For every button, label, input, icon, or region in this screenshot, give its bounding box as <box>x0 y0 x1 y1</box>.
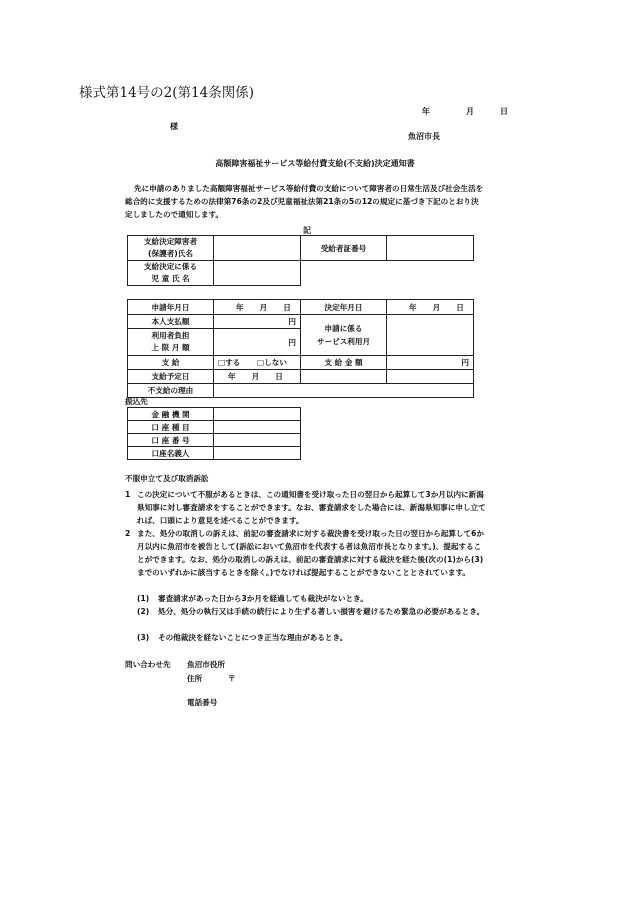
account-type-label: 口 座 種 目 <box>128 421 214 434</box>
bank-value <box>214 408 301 421</box>
appeal-sub1: 審査請求があった日から3か月を経過しても裁決がないとき。 <box>158 594 368 603</box>
issuer: 魚沼市長 <box>408 132 440 141</box>
date-day: 日 <box>500 107 508 116</box>
contact-postal-mark: 〒 <box>228 674 236 683</box>
date-year: 年 <box>422 107 430 116</box>
appeal-sub1-number: (1) <box>137 594 150 603</box>
contact-address-label: 住所 <box>187 674 203 683</box>
date-month: 月 <box>466 107 474 116</box>
account-number-value <box>214 434 301 447</box>
recipient-name-label: 支給決定障害者 (保護者)氏名 <box>128 236 214 261</box>
payment-yes-checkbox[interactable]: □する <box>218 358 241 367</box>
appeal-item1: この決定について不服があるときは、この通知書を受け取った日の翌日から起算して3か月以内に新潟県知事に対し審査請求をすることができます。なお、審査請求をした場合には、新潟県知事に申し立てれば、口頭により意見を述べることができます。 <box>137 490 486 525</box>
self-payment-label: 本人支払額 <box>128 315 214 329</box>
user-burden-label: 利用者負担 上 限 月 額 <box>128 329 214 356</box>
appeal-item2-number: 2 <box>125 529 131 538</box>
payment-amount-label: 支 給 金 額 <box>301 356 387 370</box>
appeal-sub2: 処分、処分の執行又は手続の続行により生ずる著しい損害を避けるため緊急の必要があるとき。 <box>158 607 485 616</box>
decision-date-label: 決定年月日 <box>301 300 387 315</box>
user-burden-value: 円 <box>214 329 301 356</box>
decision-table <box>127 299 474 398</box>
application-date-label: 申請年月日 <box>128 300 214 315</box>
decision-date-value: 年 月 日 <box>387 300 474 315</box>
recipient-table <box>127 235 474 286</box>
non-payment-reason-label: 不支給の理由 <box>128 384 214 398</box>
appeal-sub3-number: (3) <box>137 633 150 642</box>
application-date-value: 年 月 日 <box>214 300 301 315</box>
service-use-value <box>387 315 474 356</box>
appeal-item1-number: 1 <box>125 490 131 499</box>
recipient-name-value <box>214 236 301 261</box>
payment-label: 支 給 <box>128 356 214 370</box>
contact-label: 問い合わせ先 <box>125 660 171 669</box>
payment-amount-value: 円 <box>387 356 474 370</box>
appeal-sub2-number: (2) <box>137 607 150 616</box>
body-text: 先に申請のありました高額障害福祉サービス等給付費の支給について障害者の日常生活及び社会生活を総合的に支援するための法律第76条の2及び児童福祉法第21条の5の12の規定に基づき下記のとおり決定しましたので通知します。 <box>125 184 484 219</box>
self-payment-value: 円 <box>214 315 301 329</box>
appeal-sub3: その他裁決を経ないことにつき正当な理由があるとき。 <box>158 633 348 642</box>
document-title: 高額障害福祉サービス等給付費支給(不支給)決定通知書 <box>215 159 415 168</box>
cert-number-value <box>387 236 474 261</box>
payment-no-checkbox[interactable]: □しない <box>257 358 287 367</box>
scheduled-date-value: 年 月 日 <box>214 370 301 384</box>
scheduled-date-label: 支給予定日 <box>128 370 214 384</box>
appeal-heading: 不服申立て及び取消訴訟 <box>125 474 209 483</box>
account-holder-label: 口座名義人 <box>128 447 214 460</box>
child-name-label: 支給決定に係る 児 童 氏 名 <box>128 261 214 286</box>
bank-label: 金 融 機 関 <box>128 408 214 421</box>
child-name-value <box>214 261 301 286</box>
transfer-table <box>127 407 301 460</box>
payment-options <box>214 356 301 370</box>
recipient-suffix: 様 <box>170 122 178 131</box>
ki-heading: 記 <box>303 226 311 235</box>
issue-date <box>422 106 508 117</box>
account-type-value <box>214 421 301 434</box>
account-number-label: 口 座 番 号 <box>128 434 214 447</box>
non-payment-reason-value <box>214 384 474 398</box>
appeal-item2: また、処分の取消しの訴えは、前記の審査請求に対する裁決書を受け取った日の翌日から起算して6か月以内に魚沼市を被告として(訴訟において魚沼市を代表する者は魚沼市長となります。)、提起することができます。なお、処分の取消しの訴えは、前記の審査請求に対する裁決を経た後(次の(1)から(3)までのいずれかに該当するときを除く。)でなければ提起することができないこととされています。 <box>137 529 484 577</box>
transfer-label: 振込先 <box>125 397 148 406</box>
contact-office: 魚沼市役所 <box>187 660 225 669</box>
form-number: 様式第14号の2(第14条関係) <box>79 85 254 101</box>
account-holder-value <box>214 447 301 460</box>
contact-phone-label: 電話番号 <box>187 698 218 707</box>
cert-number-label: 受給者証番号 <box>301 236 387 261</box>
service-use-label: 申請に係る サービス利用月 <box>301 315 387 356</box>
